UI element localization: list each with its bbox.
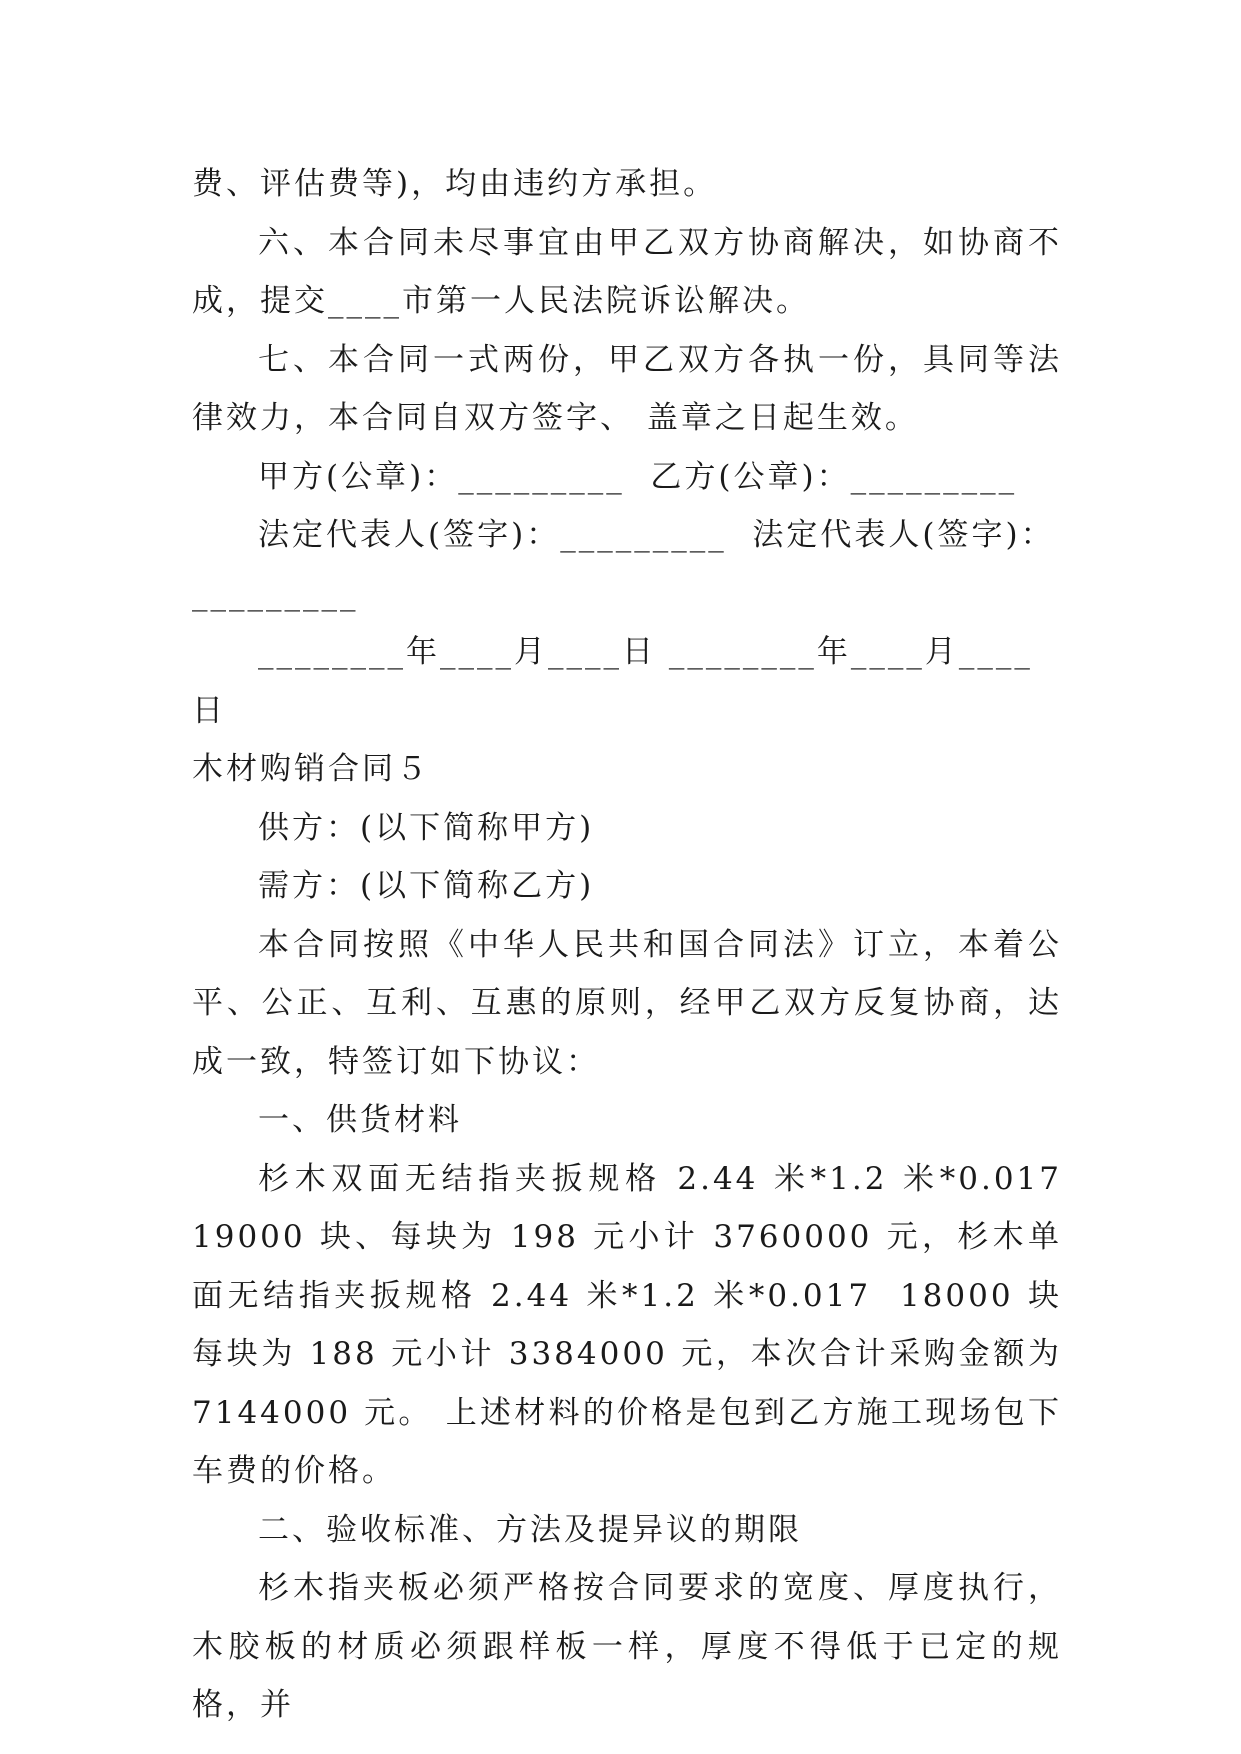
clause-heading-supply-materials: 一、供货材料 xyxy=(258,1102,462,1138)
signature-date-line: ________年____月____日 ________年____月____日 xyxy=(192,634,1033,729)
party-supplier: 供方：(以下简称甲方) xyxy=(258,809,595,846)
paragraph-clause-five-tail: 费、评估费等)，均由违约方承担。 xyxy=(192,166,718,202)
signature-representative-line: 法定代表人(签字)：_________ 法定代表人(签字)： xyxy=(258,517,1055,553)
document-body xyxy=(192,155,1088,1735)
clause-heading-acceptance: 二、验收标准、方法及提异议的期限 xyxy=(258,1511,802,1548)
party-buyer: 需方：(以下简称乙方) xyxy=(258,868,595,904)
signature-blank-line: _________ xyxy=(192,575,359,612)
paragraph-acceptance-details: 杉木指夹板必须严格按合同要求的宽度、厚度执行，木胶板的材质必须跟样板一样，厚度不得低于已定的规格，并 xyxy=(192,1570,1062,1723)
paragraph-preamble: 本合同按照《中华人民共和国合同法》订立，本着公平、公正、互利、互惠的原则，经甲乙双方反复协商，达成一致，特签订如下协议： xyxy=(192,926,1062,1080)
section-title: 木材购销合同５ xyxy=(192,751,430,787)
signature-seal-line: 甲方(公章)：_________ 乙方(公章)：_________ xyxy=(258,458,1018,495)
paragraph-supply-details: 杉木双面无结指夹扳规格 2.44 米*1.2 米*0.017 19000 块、每块为 198 元小计 3760000 元，杉木单面无结指夹扳规格 2.44 米*1.2 米*0.017 18000 块 每块为 188 元小计 3384000 元，本次合计采购金额为 7144000 元。 上述材料的价格是包到乙方施工现场包下车费的价格。 xyxy=(192,1160,1088,1489)
paragraph-clause-seven: 七、本合同一式两份，甲乙双方各执一份，具同等法律效力，本合同自双方签字、 盖章之日起生效。 xyxy=(192,341,1062,436)
paragraph-clause-six: 六、本合同未尽事宜由甲乙双方协商解决，如协商不成，提交____市第一人民法院诉讼解决。 xyxy=(192,224,1062,319)
